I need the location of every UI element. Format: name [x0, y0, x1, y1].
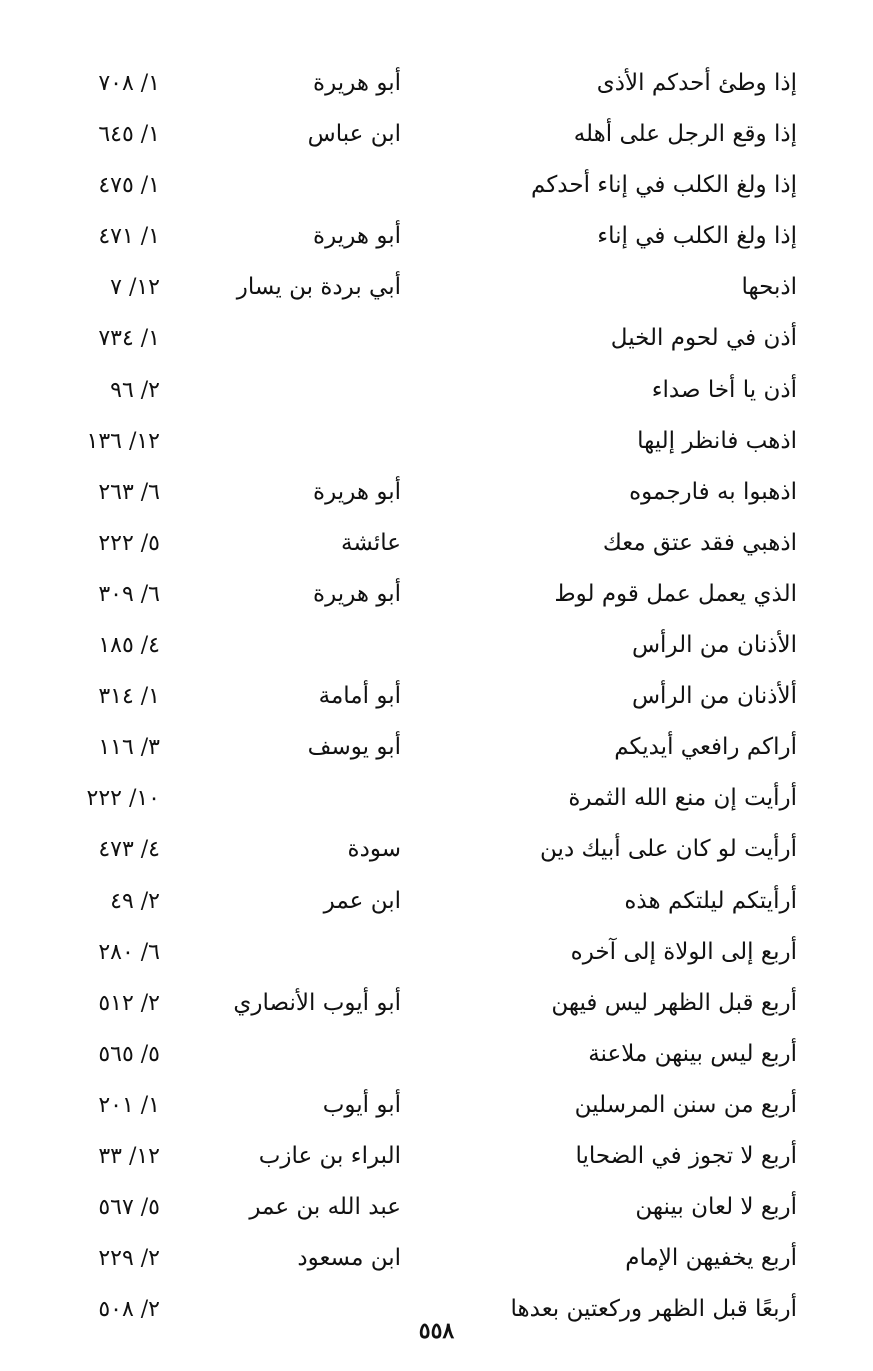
page-number: ٥٥٨ — [418, 1318, 455, 1344]
volume-page-reference: ١٠/ ٢٢٢ — [86, 786, 160, 812]
hadith-text: أراكم رافعي أيديكم — [614, 734, 797, 761]
volume-page-reference: ٣/ ١١٦ — [98, 735, 160, 761]
volume-page-reference: ١/ ٤٧٥ — [98, 173, 160, 199]
volume-page-reference: ٤/ ١٨٥ — [98, 633, 160, 659]
index-row — [0, 1233, 873, 1284]
volume-page-reference: ١/ ٧٣٤ — [98, 326, 160, 352]
volume-page-reference: ٦/ ٣٠٩ — [98, 581, 160, 607]
hadith-text: اذبحها — [741, 274, 797, 301]
volume-page-reference: ١/ ٢٠١ — [98, 1092, 160, 1118]
volume-page-reference: ١/ ٣١٤ — [98, 684, 160, 710]
volume-page-reference: ١٢/ ٣٣ — [98, 1143, 160, 1169]
index-row — [0, 365, 873, 416]
hadith-text: أرأيتكم ليلتكم هذه — [624, 887, 797, 914]
index-row — [0, 773, 873, 824]
volume-page-reference: ١/ ٤٧١ — [98, 224, 160, 250]
hadith-index-list — [0, 58, 873, 1335]
narrator-name: أبو هريرة — [313, 478, 401, 505]
hadith-text: أذن يا أخا صداء — [651, 376, 797, 403]
hadith-text: أرأيت لو كان على أبيك دين — [540, 836, 797, 863]
index-row — [0, 211, 873, 262]
hadith-text: اذهبي فقد عتق معك — [602, 529, 797, 556]
volume-page-reference: ١٢/ ١٣٦ — [86, 428, 160, 454]
index-row — [0, 1131, 873, 1182]
index-row — [0, 518, 873, 569]
hadith-text: أربع قبل الظهر ليس فيهن — [551, 989, 797, 1016]
index-row — [0, 722, 873, 773]
index-row — [0, 1182, 873, 1233]
index-row — [0, 416, 873, 467]
index-row — [0, 824, 873, 875]
narrator-name — [181, 620, 401, 671]
hadith-text: الذي يعمل عمل قوم لوط — [554, 580, 797, 607]
narrator-name — [181, 160, 401, 211]
index-row — [0, 978, 873, 1029]
index-row — [0, 927, 873, 978]
narrator-name: أبو أمامة — [318, 683, 401, 710]
narrator-name — [181, 416, 401, 467]
hadith-text: إذا وقع الرجل على أهله — [573, 121, 797, 148]
volume-page-reference: ٥/ ٥٦٥ — [98, 1041, 160, 1067]
hadith-text: إذا ولغ الكلب في إناء أحدكم — [531, 172, 797, 199]
index-row — [0, 620, 873, 671]
volume-page-reference: ٢/ ٢٢٩ — [98, 1246, 160, 1272]
hadith-text: أربع لا تجوز في الضحايا — [575, 1142, 797, 1169]
index-row — [0, 467, 873, 518]
hadith-text: أرأيت إن منع الله الثمرة — [568, 785, 797, 812]
index-row — [0, 876, 873, 927]
hadith-text: أربعًا قبل الظهر وركعتين بعدها — [510, 1296, 797, 1323]
index-row — [0, 58, 873, 109]
hadith-text: اذهب فانظر إليها — [637, 427, 797, 454]
narrator-name: ابن عباس — [307, 121, 401, 148]
narrator-name — [181, 313, 401, 364]
narrator-name — [181, 1029, 401, 1080]
narrator-name: ابن عمر — [323, 887, 401, 914]
hadith-text: أربع يخفيهن الإمام — [625, 1245, 797, 1272]
narrator-name: عبد الله بن عمر — [249, 1194, 401, 1221]
hadith-text: الأذنان من الرأس — [631, 632, 797, 659]
hadith-text: ألأذنان من الرأس — [631, 683, 797, 710]
volume-page-reference: ٢/ ٩٦ — [110, 377, 160, 403]
volume-page-reference: ٢/ ٤٩ — [110, 888, 160, 914]
narrator-name: أبو هريرة — [313, 580, 401, 607]
narrator-name: أبو هريرة — [313, 70, 401, 96]
hadith-text: إذا وطئ أحدكم الأذى — [596, 70, 797, 96]
narrator-name — [181, 365, 401, 416]
hadith-text: أربع من سنن المرسلين — [574, 1091, 797, 1118]
narrator-name: البراء بن عازب — [258, 1142, 401, 1169]
volume-page-reference: ١٢/ ٧ — [110, 275, 160, 301]
index-row — [0, 569, 873, 620]
hadith-text: أذن في لحوم الخيل — [610, 325, 797, 352]
index-row — [0, 160, 873, 211]
narrator-name: أبو أيوب الأنصاري — [233, 989, 401, 1016]
narrator-name: أبي بردة بن يسار — [236, 274, 401, 301]
narrator-name: سودة — [347, 836, 401, 863]
narrator-name — [181, 927, 401, 978]
volume-page-reference: ٦/ ٢٦٣ — [98, 479, 160, 505]
index-row — [0, 109, 873, 160]
hadith-text: أربع إلى الولاة إلى آخره — [570, 938, 797, 965]
index-row — [0, 262, 873, 313]
narrator-name: ابن مسعود — [297, 1245, 401, 1272]
narrator-name — [181, 773, 401, 824]
index-row — [0, 671, 873, 722]
narrator-name: أبو يوسف — [307, 734, 401, 761]
volume-page-reference: ٢/ ٥١٢ — [98, 990, 160, 1016]
narrator-name: أبو هريرة — [313, 223, 401, 250]
volume-page-reference: ١/ ٦٤٥ — [98, 122, 160, 148]
index-row — [0, 313, 873, 364]
index-row — [0, 1080, 873, 1131]
volume-page-reference: ٤/ ٤٧٣ — [98, 837, 160, 863]
hadith-text: أربع ليس بينهن ملاعنة — [588, 1040, 797, 1067]
volume-page-reference: ٢/ ٥٠٨ — [98, 1297, 160, 1323]
hadith-text: أربع لا لعان بينهن — [635, 1194, 797, 1221]
volume-page-reference: ٦/ ٢٨٠ — [98, 939, 160, 965]
narrator-name: عائشة — [341, 529, 401, 556]
volume-page-reference: ١/ ٧٠٨ — [98, 71, 160, 96]
hadith-text: إذا ولغ الكلب في إناء — [597, 223, 797, 250]
hadith-text: اذهبوا به فارجموه — [629, 478, 797, 505]
narrator-name: أبو أيوب — [322, 1091, 401, 1118]
volume-page-reference: ٥/ ٢٢٢ — [98, 530, 160, 556]
volume-page-reference: ٥/ ٥٦٧ — [98, 1195, 160, 1221]
index-row — [0, 1029, 873, 1080]
